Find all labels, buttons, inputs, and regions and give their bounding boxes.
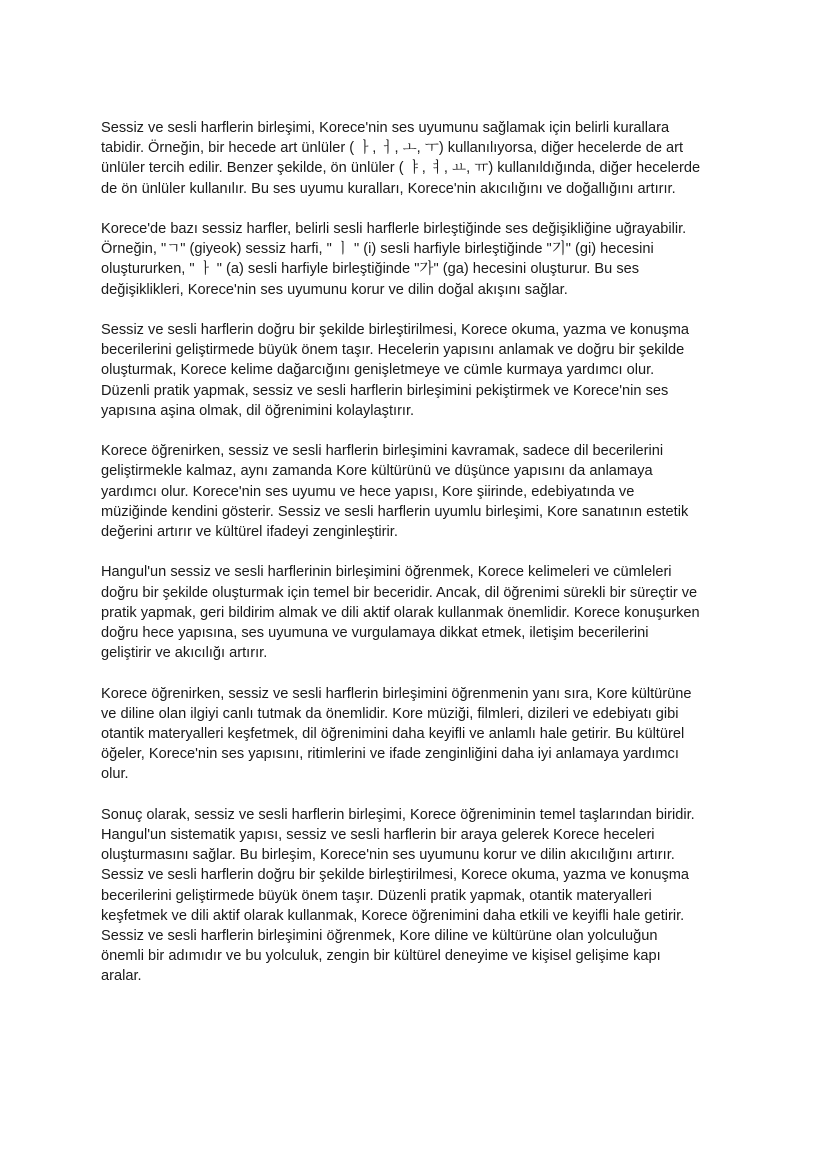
text-line: aralar. [101, 968, 142, 985]
text-line: doğru hece yapısına, ses uyumuna ve vurgulamaya dikkat etmek, iletişim becerilerini [101, 625, 649, 642]
text-line: Hangul'un sessiz ve sesli harflerinin birleşimini öğrenmek, Korece kelimeleri ve cümleleri [101, 564, 672, 581]
text-line: değerini artırır ve kültürel ifadeyi zenginleştirir. [101, 524, 398, 541]
text-line: Sessiz ve sesli harflerin doğru bir şekilde birleştirilmesi, Korece okuma, yazma ve konuşma [101, 322, 690, 338]
text-line: ve diline olan ilgiyi canlı tutmak da önemlidir. Kore müziği, filmleri, dizileri ve edebiyatı gibi [101, 705, 679, 722]
text-line: yardımcı olur. Korece'nin ses uyumu ve hece yapısı, Kore şiirinde, edebiyatında ve [101, 483, 635, 500]
text-line: Sessiz ve sesli harflerin birleşimi, Korece'nin ses uyumunu sağlamak için belirli kurallara [101, 120, 670, 136]
text-line: keşfetmek ve dili aktif olarak kullanmak, Korece öğrenimini daha etkili ve keyifli hale getirir. [101, 907, 685, 924]
paragraph-conclusion [101, 805, 741, 987]
paragraph-sound-changes [101, 219, 741, 300]
text-line: Sonuç olarak, sessiz ve sesli harflerin birleşimi, Korece öğreniminin temel taşlarından biridir. [101, 806, 695, 823]
text-line: tabidir. Örneğin, bir hecede art ünlüler ( ㅏ, ㅓ, ㅗ, ㅜ) kullanılıyorsa, diğer hecelerde de art [101, 140, 684, 157]
text-line: müziğinde kendini gösterir. Sessiz ve sesli harflerin uyumlu birleşimi, Kore sanatının estetik [101, 503, 689, 520]
paragraph-hangul-learning [101, 562, 741, 663]
text-line: öğeler, Korece'nin ses yapısını, ritimlerini ve ifade zenginliğini daha iyi anlamaya yardımcı [101, 746, 679, 763]
text-line: Sessiz ve sesli harflerin doğru bir şekilde birleştirilmesi, Korece okuma, yazma ve konuşma [101, 867, 690, 884]
text-line: de ön ünlüler kullanılır. Bu ses uyumu kuralları, Korece'nin akıcılığını ve doğallığını artırır. [101, 180, 676, 197]
document-body [101, 118, 741, 1007]
text-line: geliştirmekle kalmaz, aynı zamanda Kore kültürünü ve düşünce yapısını da anlamaya [101, 463, 653, 480]
text-line: ünlüler tercih edilir. Benzer şekilde, ön ünlüler ( ㅑ, ㅕ, ㅛ, ㅠ) kullanıldığında, diğer hecelerde [101, 160, 701, 177]
paragraph-authentic-materials [101, 684, 741, 785]
text-line: doğru bir şekilde oluşturmak için temel bir beceridir. Ancak, dil öğrenimi sürekli bir süreçtir ve [101, 584, 698, 601]
text-line: oluşturmak, Korece kelime dağarcığını genişletmeye ve cümle kurmaya yardımcı olur. [101, 362, 655, 379]
text-line: otantik materyalleri keşfetmek, dil öğrenimini daha keyifli ve anlamlı hale getirir. Bu kültürel [101, 726, 685, 743]
text-line: geliştirir ve akıcılığı artırır. [101, 645, 268, 662]
text-line: önemli bir adımıdır ve bu yolculuk, zengin bir kültürel deneyime ve kişisel gelişime kapı [101, 948, 661, 965]
text-line: Korece'de bazı sessiz harfler, belirli sesli harflerle birleştiğinde ses değişikliğine uğrayabilir. [101, 221, 687, 237]
text-line: değişiklikleri, Korece'nin ses uyumunu korur ve dilin doğal akışını sağlar. [101, 281, 568, 298]
text-line: oluştururken, " ㅏ " (a) sesli harfiyle birleştiğinde "가" (ga) hecesini oluşturur. Bu ses [101, 261, 640, 278]
text-line: yapısına aşina olmak, dil öğrenimini kolaylaştırır. [101, 402, 415, 419]
paragraph-culture [101, 441, 741, 542]
text-line: pratik yapmak, geri bildirim almak ve dili aktif olarak kullanmak önemlidir. Korece konuşurken [101, 604, 700, 621]
text-line: becerilerini geliştirmede büyük önem taşır. Düzenli pratik yapmak, otantik materyalleri [101, 887, 652, 904]
text-line: becerilerini geliştirmede büyük önem taşır. Hecelerin yapısını anlamak ve doğru bir şekilde [101, 342, 685, 359]
text-line: olur. [101, 766, 129, 783]
text-line: Korece öğrenirken, sessiz ve sesli harflerin birleşimini kavramak, sadece dil becerilerini [101, 443, 664, 460]
text-line: oluşturmasını sağlar. Bu birleşim, Korece'nin ses uyumunu korur ve dilin akıcılığını artırır. [101, 847, 675, 864]
paragraph-vowel-harmony [101, 118, 741, 199]
text-line: Sessiz ve sesli harflerin birleşimini öğrenmek, Kore diline ve kültürüne olan yolculuğun [101, 928, 658, 945]
text-line: Korece öğrenirken, sessiz ve sesli harflerin birleşimini öğrenmenin yanı sıra, Kore kültürüne [101, 685, 692, 702]
paragraph-correct-combination [101, 320, 741, 421]
text-line: Örneğin, "ㄱ" (giyeok) sessiz harfi, " ㅣ " (i) sesli harfiyle birleştiğinde "기" (gi) hecesini [101, 241, 654, 258]
text-line: Hangul'un sistematik yapısı, sessiz ve sesli harflerin bir araya gelerek Korece heceleri [101, 827, 655, 844]
text-line: Düzenli pratik yapmak, sessiz ve sesli harflerin birleşimini pekiştirmek ve Korece'nin ses [101, 382, 669, 399]
